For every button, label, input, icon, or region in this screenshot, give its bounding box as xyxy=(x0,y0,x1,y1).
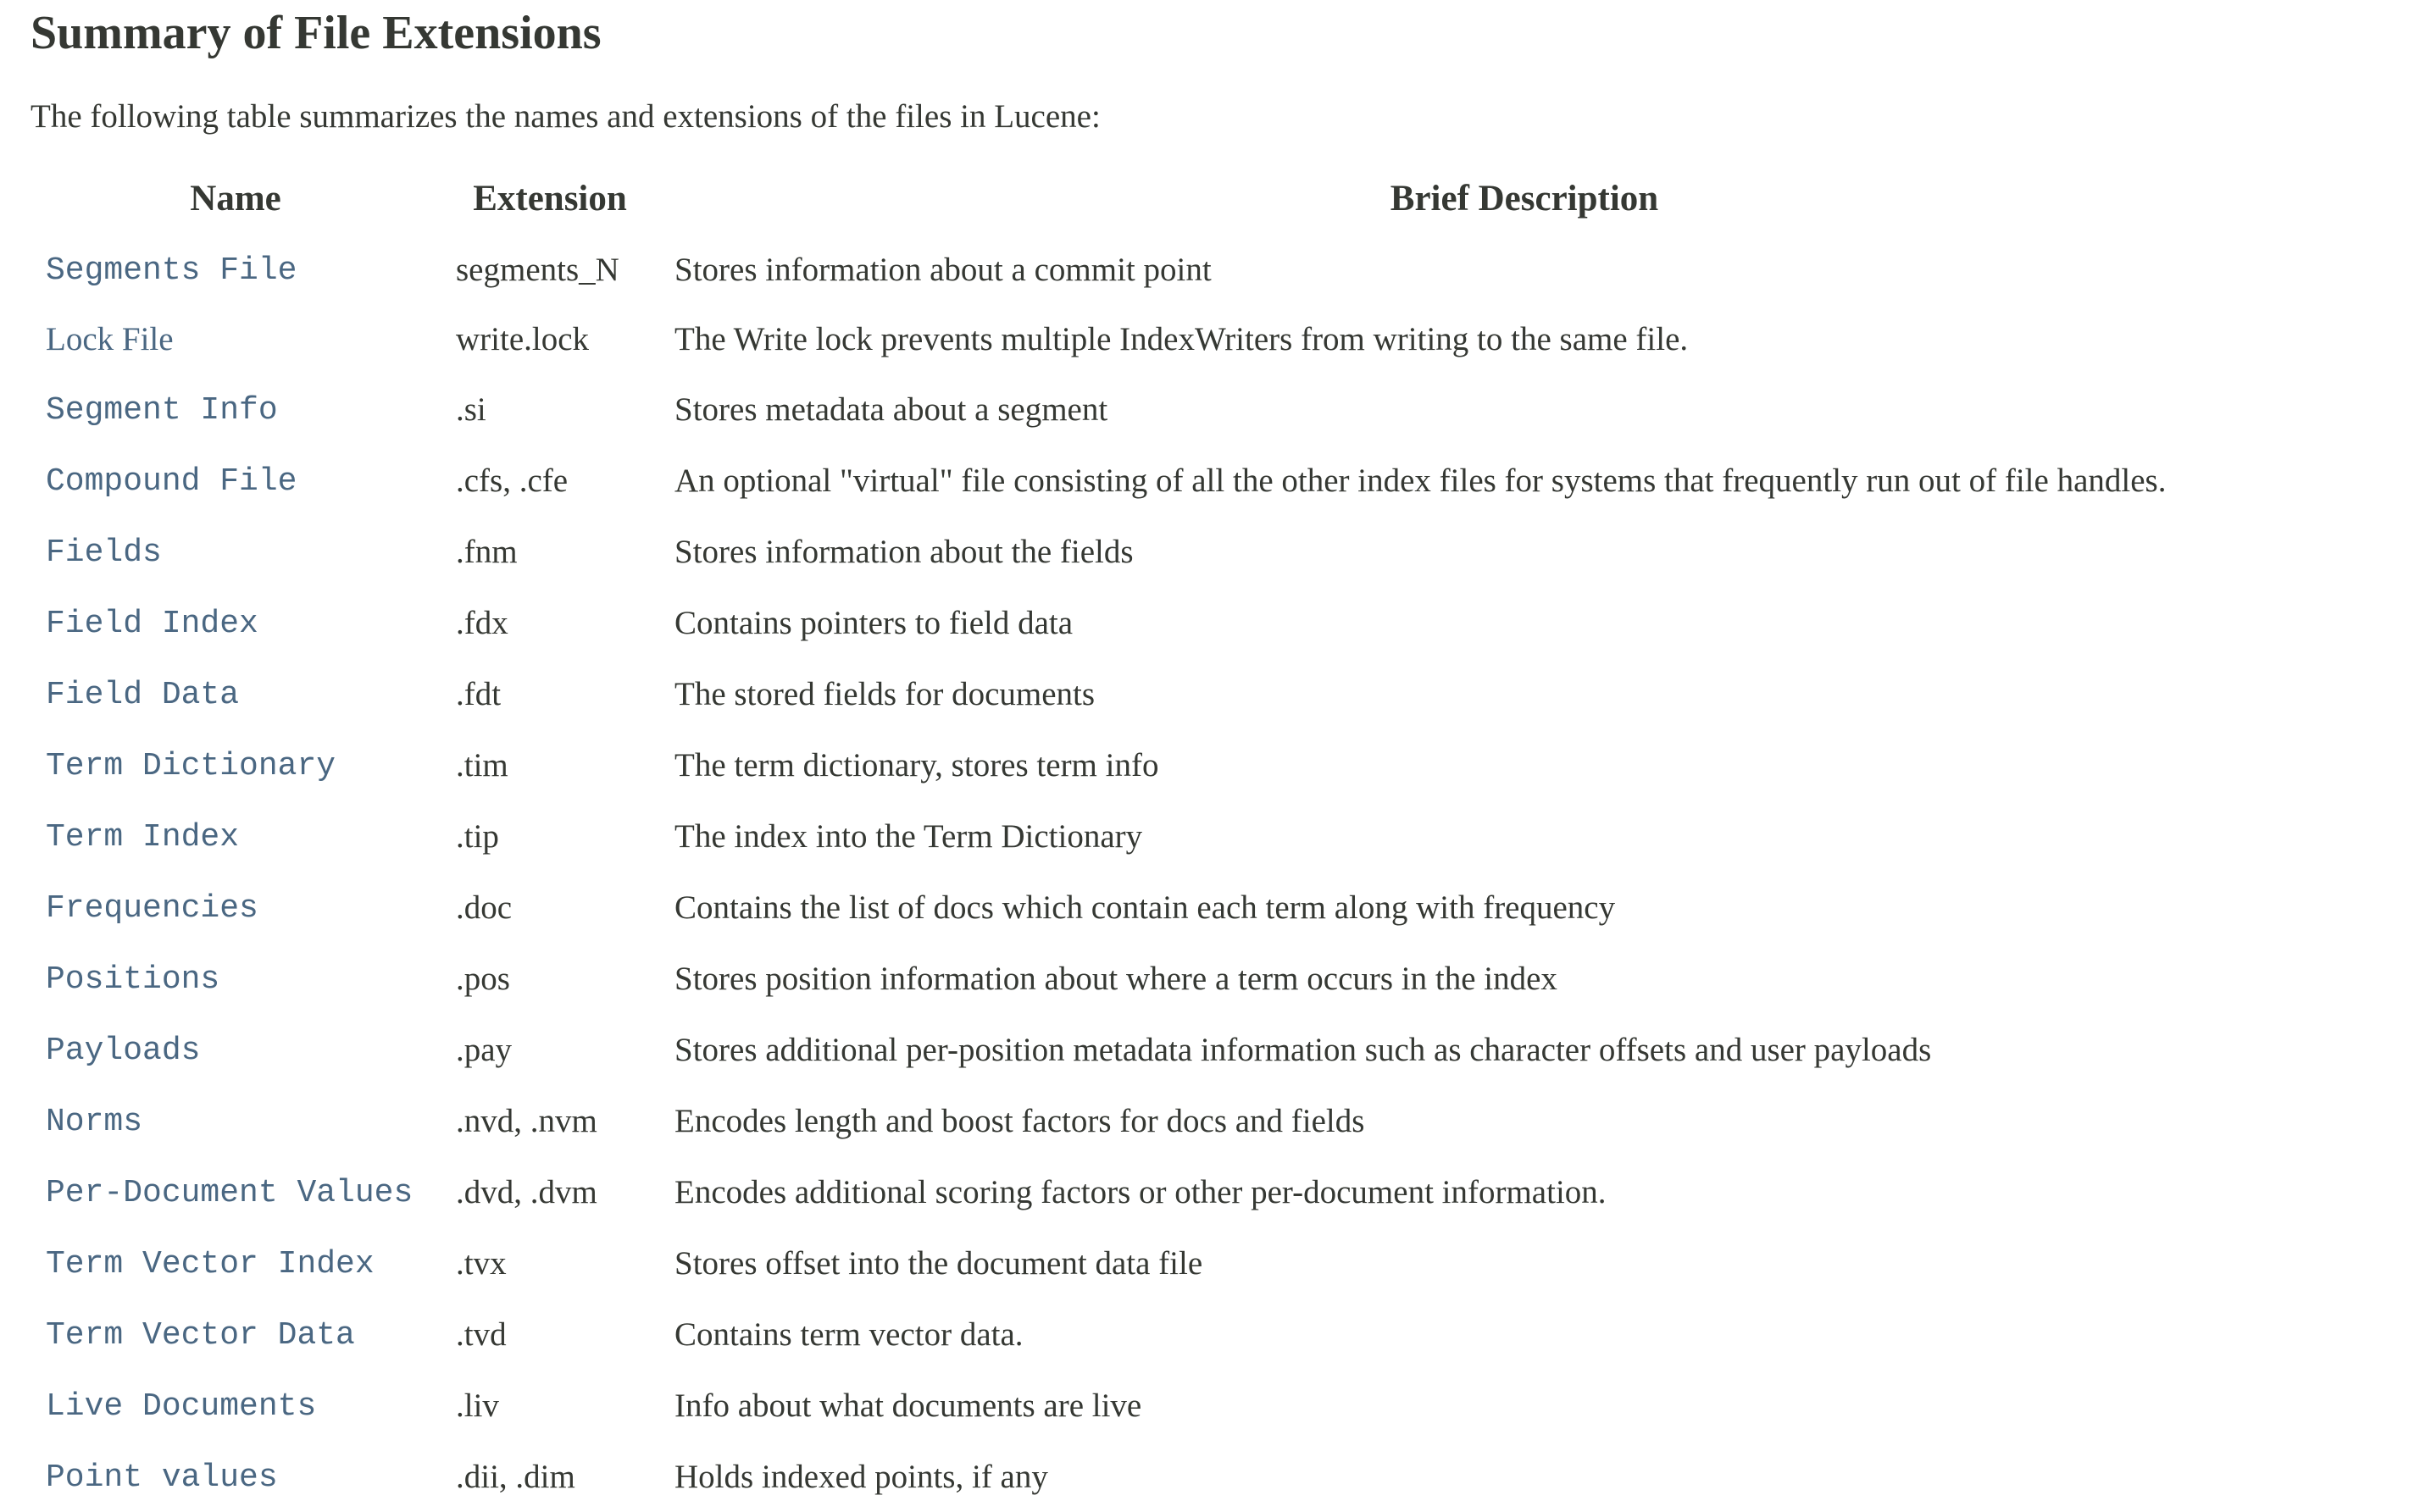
description-cell: Info about what documents are live xyxy=(674,1387,1142,1424)
file-name-cell xyxy=(31,872,441,943)
page-title: Summary of File Extensions xyxy=(31,7,602,59)
description-cell: Contains pointers to field data xyxy=(674,604,1074,641)
table-row xyxy=(31,1156,2389,1227)
extension-cell: .nvd, .nvm xyxy=(456,1102,597,1139)
description-cell: Encodes additional scoring factors or other per-document information. xyxy=(674,1173,1607,1210)
description-cell: An optional "virtual" file consisting of all the other index files for systems that frequently run out of file handles. xyxy=(674,462,2167,499)
file-name-link[interactable]: Positions xyxy=(46,961,220,998)
file-name-link[interactable]: Compound File xyxy=(46,463,297,500)
extension-cell: segments_N xyxy=(456,251,619,288)
file-name-link[interactable]: Payloads xyxy=(46,1033,201,1069)
description-cell: Stores offset into the document data file xyxy=(674,1244,1203,1282)
table-row xyxy=(31,234,2389,305)
extension-cell: .pos xyxy=(456,960,510,997)
file-name-cell xyxy=(31,1227,441,1299)
table-row xyxy=(31,943,2389,1014)
extension-cell: .tim xyxy=(456,746,508,784)
description-cell: The Write lock prevents multiple IndexWriters from writing to the same file. xyxy=(674,321,1689,357)
file-name-cell xyxy=(31,516,441,587)
document-page xyxy=(0,7,2420,1512)
table-row xyxy=(31,374,2389,445)
table-header-row xyxy=(31,164,2389,234)
file-name-cell xyxy=(31,1085,441,1156)
file-name-cell xyxy=(31,1370,441,1441)
table-row xyxy=(31,1441,2389,1512)
table-row xyxy=(31,587,2389,658)
description-cell: Stores additional per-position metadata information such as character offsets and user payloads xyxy=(674,1031,1932,1068)
description-cell: Stores information about a commit point xyxy=(674,251,1212,288)
file-name-cell xyxy=(31,374,441,445)
file-name-cell xyxy=(31,305,441,374)
table-row xyxy=(31,729,2389,800)
file-name-cell xyxy=(31,800,441,872)
file-name-cell xyxy=(31,943,441,1014)
extension-cell: .fdt xyxy=(456,675,502,712)
file-name-link[interactable]: Per-Document Values xyxy=(46,1175,414,1211)
table-row xyxy=(31,445,2389,516)
file-name-link[interactable]: Field Data xyxy=(46,677,240,713)
column-header-extension: Extension xyxy=(473,179,627,219)
column-header-brief-description: Brief Description xyxy=(1390,179,1659,219)
description-cell: Stores information about the fields xyxy=(674,533,1134,570)
file-name-link[interactable]: Segment Info xyxy=(46,392,278,429)
extension-cell: .tip xyxy=(456,817,499,855)
table-row xyxy=(31,658,2389,729)
extension-cell: .doc xyxy=(456,889,513,926)
intro-paragraph: The following table summarizes the names and extensions of the files in Lucene: xyxy=(31,98,1101,135)
file-name-cell xyxy=(31,729,441,800)
extension-cell: .tvd xyxy=(456,1315,507,1353)
file-name-cell xyxy=(31,1014,441,1085)
description-cell: Stores position information about where a term occurs in the index xyxy=(674,960,1557,997)
file-name-link[interactable]: Live Documents xyxy=(46,1388,317,1425)
extension-cell: write.lock xyxy=(456,321,590,357)
extension-cell: .fnm xyxy=(456,533,518,570)
file-name-link[interactable]: Field Index xyxy=(46,606,258,642)
extension-cell: .dvd, .dvm xyxy=(456,1173,597,1210)
file-name-cell xyxy=(31,1156,441,1227)
file-name-cell xyxy=(31,445,441,516)
description-cell: Stores metadata about a segment xyxy=(674,390,1108,428)
description-cell: Contains term vector data. xyxy=(674,1315,1024,1353)
extension-cell: .dii, .dim xyxy=(456,1458,575,1495)
file-name-link[interactable]: Term Vector Index xyxy=(46,1246,375,1282)
table-row xyxy=(31,1299,2389,1370)
description-cell: Encodes length and boost factors for docs and fields xyxy=(674,1102,1365,1139)
file-name-link[interactable]: Point values xyxy=(46,1459,278,1496)
file-name-cell xyxy=(31,658,441,729)
table-body xyxy=(31,234,2389,1512)
extension-cell: .tvx xyxy=(456,1244,507,1282)
file-name-cell xyxy=(31,587,441,658)
file-name-link[interactable]: Term Vector Data xyxy=(46,1317,355,1354)
table-row xyxy=(31,1370,2389,1441)
file-name-cell xyxy=(31,1441,441,1512)
extension-cell: .fdx xyxy=(456,604,508,641)
file-extensions-table xyxy=(31,164,2389,1512)
file-name-link[interactable]: Lock File xyxy=(46,321,174,357)
table-row xyxy=(31,800,2389,872)
file-name-cell xyxy=(31,234,441,305)
extension-cell: .pay xyxy=(456,1031,513,1068)
file-name-link[interactable]: Fields xyxy=(46,534,162,571)
description-cell: Contains the list of docs which contain each term along with frequency xyxy=(674,889,1616,926)
table-row xyxy=(31,1014,2389,1085)
file-name-cell xyxy=(31,1299,441,1370)
extension-cell: .si xyxy=(456,390,486,428)
description-cell: Holds indexed points, if any xyxy=(674,1458,1048,1495)
table-row xyxy=(31,872,2389,943)
table-row xyxy=(31,305,2389,374)
file-name-link[interactable]: Norms xyxy=(46,1104,143,1140)
file-name-link[interactable]: Segments File xyxy=(46,252,297,289)
file-name-link[interactable]: Term Dictionary xyxy=(46,748,336,784)
table-row xyxy=(31,1085,2389,1156)
column-header-name: Name xyxy=(190,179,281,219)
table-row xyxy=(31,516,2389,587)
extension-cell: .cfs, .cfe xyxy=(456,462,569,499)
description-cell: The stored fields for documents xyxy=(674,675,1096,712)
table-row xyxy=(31,1227,2389,1299)
file-name-link[interactable]: Frequencies xyxy=(46,890,258,927)
description-cell: The index into the Term Dictionary xyxy=(674,817,1143,855)
file-name-link[interactable]: Term Index xyxy=(46,819,240,856)
description-cell: The term dictionary, stores term info xyxy=(674,746,1159,784)
extension-cell: .liv xyxy=(456,1387,499,1424)
